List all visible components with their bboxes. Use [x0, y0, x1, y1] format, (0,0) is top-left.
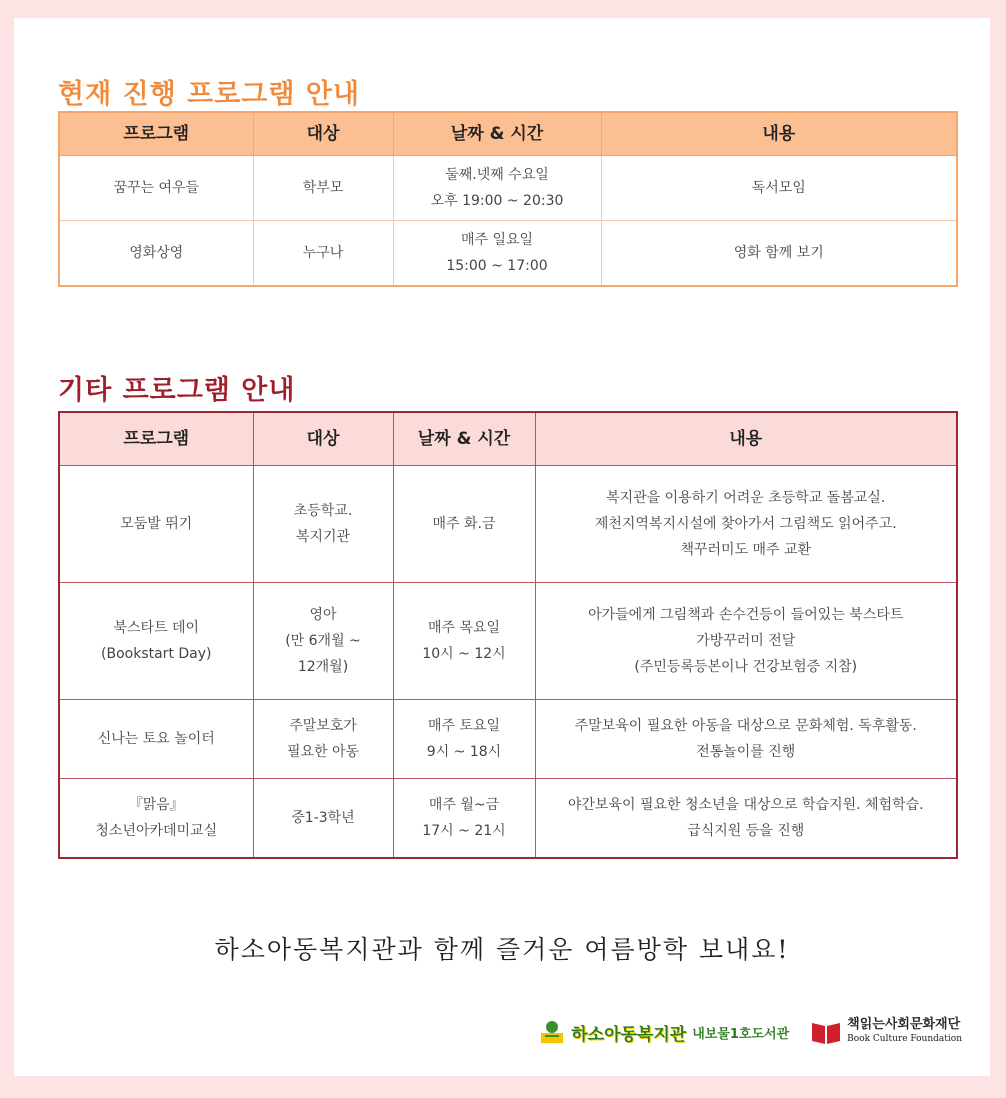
cell-content: 독서모임: [601, 156, 957, 221]
cell-program-line1: 『맑음』: [128, 797, 184, 813]
page: [14, 18, 990, 1076]
cell-target: 학부모: [253, 156, 393, 221]
cell-datetime-line2: 17시 ~ 21시: [422, 823, 506, 839]
cell-content-line3: 책꾸러미도 매주 교환: [680, 542, 812, 558]
cell-program-line1: 북스타트 데이: [113, 620, 200, 636]
cell-datetime-line2: 10시 ~ 12시: [422, 646, 506, 662]
table-row: [59, 156, 957, 221]
table-header-row: [59, 412, 957, 466]
cell-content: [535, 700, 957, 779]
cell-target-line2: 필요한 아동: [286, 744, 360, 760]
cell-datetime-line1: 매주 목요일: [427, 620, 501, 636]
cell-program: [59, 466, 253, 583]
open-book-icon: [811, 1019, 841, 1045]
cell-target-line2: (만 6개월 ~: [285, 633, 361, 649]
header-program: 프로그램: [59, 412, 253, 466]
cell-content-line1: 아가들에게 그림책과 손수건등이 들어있는 북스타트: [588, 607, 904, 623]
cell-datetime-line2: 9시 ~ 18시: [426, 744, 502, 760]
foundation-name-en: Book Culture Foundation: [847, 1034, 962, 1044]
cell-content-line2: 전통놀이를 진행: [696, 744, 796, 760]
cell-content-line2: 제천지역복지시설에 찾아가서 그림책도 읽어주고.: [594, 516, 897, 532]
header-target: 대상: [253, 412, 393, 466]
other-programs-title: 기타 프로그램 안내: [58, 375, 296, 406]
cell-target-line3: 12개월): [297, 659, 349, 675]
cell-target: [253, 700, 393, 779]
cell-content: [535, 583, 957, 700]
cell-target-line1: 중1-3학년: [291, 810, 355, 826]
cell-datetime-line1: 매주 화.금: [432, 516, 496, 532]
book-culture-foundation-logo: [811, 1018, 962, 1046]
cell-datetime: [393, 156, 601, 221]
cell-program-line1: 신나는 토요 놀이터: [97, 731, 215, 747]
cell-datetime: [393, 221, 601, 287]
table-row: [59, 700, 957, 779]
cell-program-line2: (Bookstart Day): [101, 646, 212, 662]
cell-program: [59, 700, 253, 779]
cell-target: [253, 583, 393, 700]
current-programs-table: [58, 111, 958, 287]
cell-content-line1: 주말보육이 필요한 아동을 대상으로 문화체험. 독후활동.: [574, 718, 917, 734]
current-programs-title: 현재 진행 프로그램 안내: [58, 79, 361, 110]
footer-logos: [539, 1018, 962, 1046]
cell-content-line2: 가방꾸러미 전달: [696, 633, 796, 649]
cell-datetime-line1: 매주 일요일: [460, 232, 534, 248]
cell-target-line2: 복지기관: [295, 529, 351, 545]
cell-content: 영화 함께 보기: [601, 221, 957, 287]
cell-target: [253, 779, 393, 859]
cell-datetime-line1: 매주 월~금: [428, 797, 500, 813]
welfare-center-name: 하소아동복지관: [571, 1024, 687, 1045]
child-reading-icon: [539, 1019, 565, 1045]
other-programs-table: [58, 411, 958, 859]
foundation-name-kr: 책읽는사회문화재단: [847, 1017, 961, 1032]
cell-program-line1: 모둠발 뛰기: [120, 516, 193, 532]
cell-content-line2: 급식지원 등을 진행: [687, 823, 805, 839]
cell-target-line1: 영아: [309, 607, 337, 623]
cell-content-line3: (주민등록등본이나 건강보험증 지참): [634, 659, 858, 675]
cell-target-line1: 주말보호가: [289, 718, 357, 734]
cell-content-line1: 야간보육이 필요한 청소년을 대상으로 학습지원. 체험학습.: [567, 797, 924, 813]
table-row: [59, 779, 957, 859]
header-content: 내용: [535, 412, 957, 466]
cell-datetime: [393, 583, 535, 700]
cell-target: [253, 466, 393, 583]
table-header-row: [59, 112, 957, 156]
cell-content-line1: 복지관을 이용하기 어려운 초등학교 돌봄교실.: [606, 490, 886, 506]
header-content: 내용: [601, 112, 957, 156]
cell-program-line2: 청소년아카데미교실: [95, 823, 218, 839]
header-datetime: 날짜 & 시간: [393, 112, 601, 156]
cell-datetime: [393, 700, 535, 779]
cell-datetime-line1: 매주 토요일: [427, 718, 501, 734]
cell-content: [535, 779, 957, 859]
table-row: [59, 221, 957, 287]
cell-datetime: [393, 779, 535, 859]
cell-datetime-line1: 둘째.넷째 수요일: [445, 167, 549, 183]
cell-datetime: [393, 466, 535, 583]
table-row: [59, 583, 957, 700]
cell-program: 영화상영: [59, 221, 253, 287]
cell-content: [535, 466, 957, 583]
cell-datetime-line2: 오후 19:00 ~ 20:30: [430, 193, 564, 209]
header-datetime: 날짜 & 시간: [393, 412, 535, 466]
slogan: 하소아동복지관과 함께 즐거운 여름방학 보내요!: [214, 935, 790, 964]
table-row: [59, 466, 957, 583]
cell-program: 꿈꾸는 여우들: [59, 156, 253, 221]
header-target: 대상: [253, 112, 393, 156]
cell-program: [59, 583, 253, 700]
cell-target-line1: 초등학교.: [293, 503, 353, 519]
library-name: 내보물1호도서관: [692, 1026, 790, 1042]
welfare-center-logo: [539, 1019, 789, 1045]
cell-datetime-line2: 15:00 ~ 17:00: [446, 258, 548, 274]
cell-target: 누구나: [253, 221, 393, 287]
cell-program: [59, 779, 253, 859]
header-program: 프로그램: [59, 112, 253, 156]
